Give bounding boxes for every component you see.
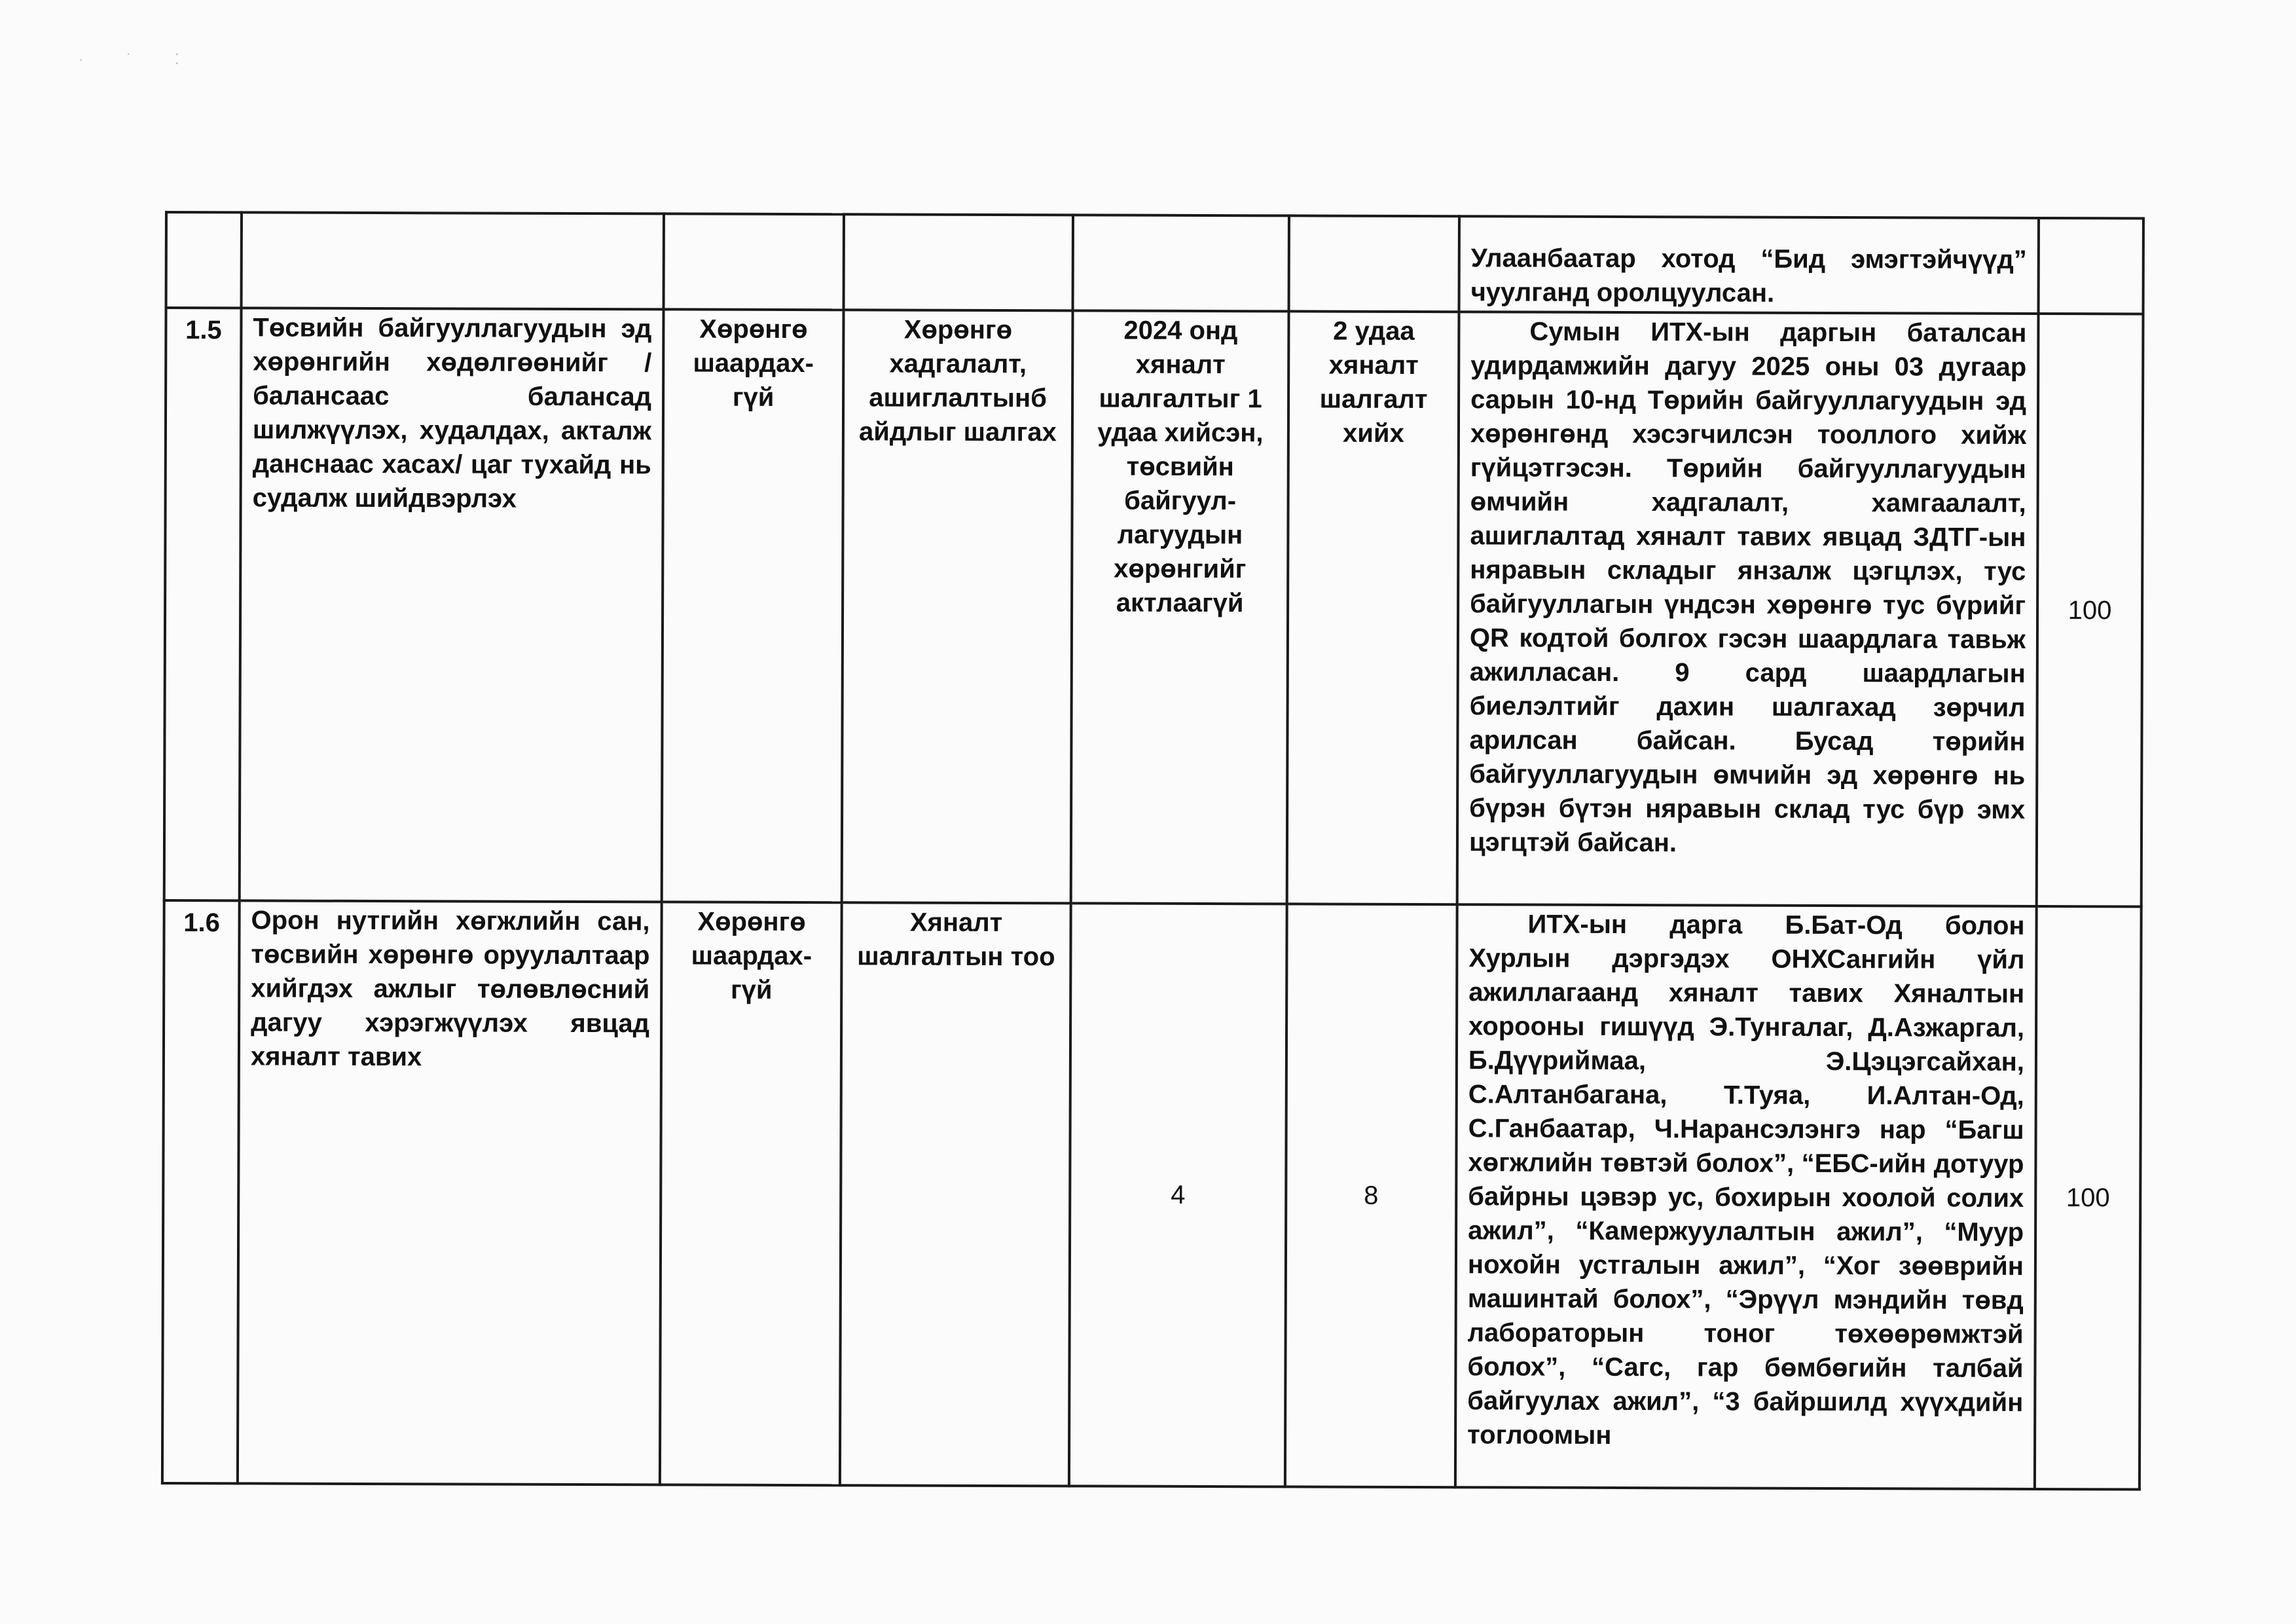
budget-cell xyxy=(664,213,844,310)
table-row xyxy=(164,308,2143,906)
target-cell xyxy=(1289,215,1459,312)
scan-specks: · ˙ ⁚ xyxy=(79,51,199,67)
indicator-cell: Хяналт шалгалтын тоо xyxy=(840,902,1071,1486)
baseline-cell: 4 xyxy=(1069,903,1287,1486)
table-row xyxy=(162,900,2141,1489)
percent-cell: 100 xyxy=(2035,906,2141,1489)
row-number: 1.6 xyxy=(162,900,240,1483)
target-cell: 8 xyxy=(1285,904,1457,1487)
target-cell: 2 удаа хяналт шалгалт хийх xyxy=(1287,311,1459,904)
baseline-cell: 2024 онд хяналт шалгалтыг 1 удаа хийсэн, төсвийн байгуул-лагуудын хөрөнгийг актлаагүй xyxy=(1071,310,1289,904)
report-table xyxy=(161,211,2145,1490)
row-number xyxy=(166,212,242,308)
percent-cell xyxy=(2039,218,2143,314)
budget-cell: Хөрөнгө шаардах-гүй xyxy=(660,902,842,1485)
indicator-cell xyxy=(844,214,1073,310)
result-cell: Сумын ИТХ-ын даргын баталсан удирдамжийн дагуу 2025 оны 03 дугаар сарын 10-нд Төрийн байгууллагуудын эд хөрөнгөнд хэсэгчилсэн тооллого хийж гүйцэтгэсэн. Төрийн байгууллагуудын өмчийн хадгалалт, хамгаалалт, ашиглалтад хяналт тавих явцад ЗДТГ-ын няравын складыг янзалж цэгцлэх, тус байгууллагын үндсэн хөрөнгө тус бүрийг QR кодтой болгох гэсэн шаардлага тавьж ажилласан. 9 сард шаардлагын биелэлтийг дахин шалгахад зөрчил арилсан байсан. Бусад төрийн байгууллагуудын өмчийн эд хөрөнгө нь бүрэн бүтэн няравын склад тус бүр эмх цэгцтэй байсан. xyxy=(1457,312,2039,906)
indicator-cell: Хөрөнгө хадгалалт, ашиглалтынб айдлыг шалгах xyxy=(842,310,1073,903)
table-row xyxy=(166,212,2143,314)
result-cell: Улаанбаатар хотод “Бид эмэгтэйчүүд” чуулганд оролцуулсан. xyxy=(1459,216,2039,314)
activity-cell: Орон нутгийн хөгжлийн сан, төсвийн хөрөнгө оруулалтаар хийгдэх ажлыг төлөвлөсний дагуу хэрэгжүүлэх явцад хяналт тавих xyxy=(238,900,662,1485)
budget-cell: Хөрөнгө шаардах-гүй xyxy=(662,309,844,902)
baseline-cell xyxy=(1073,215,1289,311)
activity-cell xyxy=(242,212,664,309)
percent-cell: 100 xyxy=(2037,314,2143,906)
result-cell: ИТХ-ын дарга Б.Бат-Од болон Хурлын дэргэдэх ОНХСангийн үйл ажиллагаанд хяналт тавих Хяналтын хорооны гишүүд Э.Тунгалаг, Д.Азжаргал, Б.Дүүриймаа, Э.Цэцэгсайхан, С.Алтанбагана, Т.Туяа, И.Алтан-Од, С.Ганбаатар, Ч.Нарансэлэнгэ нар “Багш хөгжлийн төвтэй болох”, “ЕБС-ийн дотуур байрны цэвэр ус, бохирын хоолой солих ажил”, “Камержуулалтын ажил”, “Муур нохойн устгалын ажил”, “Хог зөөврийн машинтай болох”, “Эрүүл мэндийн төвд лабораторын тоног төхөөрөмжтэй болох”, “Сагс, гар бөмбөгийн талбай байгуулах ажил”, “3 байршилд хүүхдийн тоглоомын xyxy=(1455,904,2037,1489)
activity-cell: Төсвийн байгууллагуудын эд хөрөнгийн хөдөлгөөнийг /балансаас балансад шилжүүлэх, худалдах, акталж данснаас хасах/ цаг тухайд нь судалж шийдвэрлэх xyxy=(240,308,664,902)
row-number: 1.5 xyxy=(164,308,242,900)
